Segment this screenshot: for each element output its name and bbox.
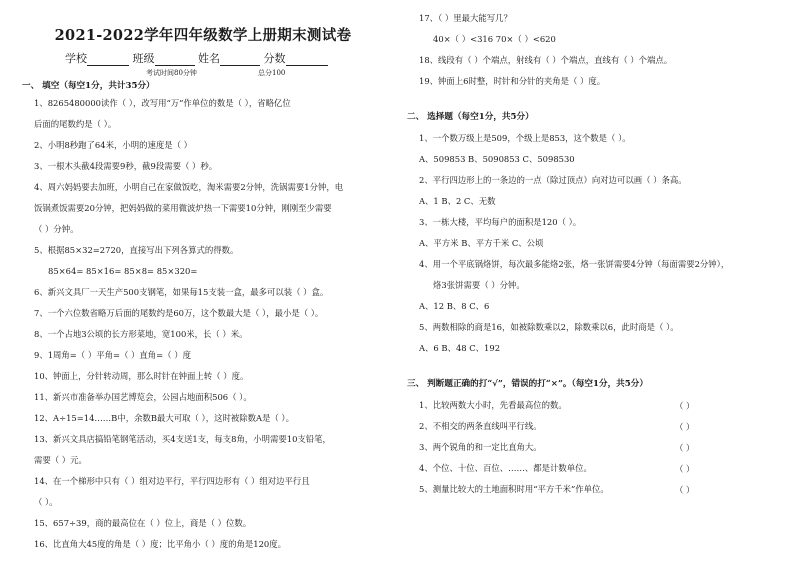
answer-paren[interactable]: （ ） xyxy=(675,401,695,411)
question-line: 5、两数相除的商是16，如被除数乘以2，除数乘以6，此时商是（ ）。 xyxy=(419,322,679,332)
school-blank[interactable] xyxy=(87,55,129,66)
question-line: 1、8265480000读作（ ），改写用“万”作单位的数是（ ），省略亿位 xyxy=(34,98,291,108)
question-line: 3、一栋大楼，平均每户的面积是120（ ）。 xyxy=(419,217,582,227)
question-line: A、1 B、2 C、无数 xyxy=(419,196,496,206)
score-label: 分数 xyxy=(263,52,286,65)
question-line: 饭锅煮饭需要20分钟，把妈妈做的菜用微波炉热一下需要10分钟，刚刚至少需要 xyxy=(34,203,332,213)
question-line: A、平方米 B、平方千米 C、公顷 xyxy=(419,238,544,248)
question-line: 6、新兴文具厂一天生产500支钢笔，如果每15支装一盒，最多可以装（ ）盒。 xyxy=(34,287,329,297)
answer-paren[interactable]: （ ） xyxy=(675,422,695,432)
section-heading: 一、 填空（每空1分，共计35分） xyxy=(22,81,155,91)
exam-time-note: 考试时间80分钟 xyxy=(146,69,197,77)
question-line: 17、（ ）里最大能写几？ xyxy=(419,13,512,23)
class-blank[interactable] xyxy=(155,55,195,66)
question-line: 12、A÷15=14……B中，余数B最大可取（ ），这时被除数A是（ ）。 xyxy=(34,413,294,423)
question-line: 85×64= 85×16= 85×8= 85×320= xyxy=(48,266,198,276)
question-line: 8、一个占地3公顷的长方形菜地，宽100米，长（ ）米。 xyxy=(34,329,248,339)
answer-paren[interactable]: （ ） xyxy=(675,443,695,453)
question-line: 19、钟面上6时整，时针和分针的夹角是（ ）度。 xyxy=(419,76,606,86)
answer-paren[interactable]: （ ） xyxy=(675,464,695,474)
question-line: 4、周六妈妈要去加班，小明自己在家做饭吃，淘米需要2分钟，洗锅需要1分钟，电 xyxy=(34,182,344,192)
question-line: 15、657÷39，商的最高位在（ ）位上，商是（ ）位数。 xyxy=(34,518,252,528)
question-line: 14、在一个梯形中只有（ ）组对边平行，平行四边形有（ ）组对边平行且 xyxy=(34,476,310,486)
total-score-note: 总分100 xyxy=(258,69,286,77)
question-line: 烙3张饼需要（ ）分钟。 xyxy=(433,280,525,290)
question-line: 13、新兴文具店搞铅笔钢笔活动，买4支送1支，每支8角，小明需要10支铅笔， xyxy=(34,434,331,444)
question-line: 2、平行四边形上的一条边的一点（除过顶点）向对边可以画（ ）条高。 xyxy=(419,175,687,185)
question-line: 40×（ ）<316 70×（ ）<620 xyxy=(433,34,556,44)
section-heading: 二、 选择题（每空1分，共5分） xyxy=(407,112,534,122)
question-line: 4、用一个平底锅烙饼，每次最多能烙2张，烙一张饼需要4分钟（每面需要2分钟）， xyxy=(419,259,730,269)
question-line: 10、钟面上，分针转动周，那么时针在钟面上转（ ）度。 xyxy=(34,371,249,381)
question-line: （ ）分钟。 xyxy=(34,224,79,234)
question-line: 1、比较两数大小时，先看最高位的数。 xyxy=(419,400,567,410)
question-line: 5、根据85×32=2720，直接写出下列各算式的得数。 xyxy=(34,245,239,255)
class-label: 班级 xyxy=(132,52,155,65)
exam-title: 2021-2022学年四年级数学上册期末测试卷 xyxy=(54,27,352,44)
question-line: 7、一个六位数省略万后面的尾数约是60万，这个数最大是（ ），最小是（ ）。 xyxy=(34,308,324,318)
name-label: 姓名 xyxy=(198,52,220,65)
question-line: A、12 B、8 C、6 xyxy=(419,301,490,311)
question-line: 2、小明8秒跑了64米，小明的速度是（ ） xyxy=(34,140,192,150)
answer-paren[interactable]: （ ） xyxy=(675,485,695,495)
question-line: 需要（ ）元。 xyxy=(34,455,87,465)
school-label: 学校 xyxy=(65,52,87,65)
question-line: 1、一个数万级上是509，个级上是853，这个数是（ ）。 xyxy=(419,133,631,143)
score-blank[interactable] xyxy=(286,55,328,66)
question-line: A、6 B、48 C、192 xyxy=(419,343,501,353)
question-line: 3、两个锐角的和一定比直角大。 xyxy=(419,442,542,452)
question-line: 18、线段有（ ）个端点，射线有（ ）个端点，直线有（ ）个端点。 xyxy=(419,55,673,65)
question-line: 后面的尾数约是（ ）。 xyxy=(34,119,117,129)
section-heading: 三、 判断题正确的打“√”，错误的打“×”。（每空1分，共5分） xyxy=(407,379,648,389)
question-line: 3、一根木头截4段需要9秒，截9段需要（ ）秒。 xyxy=(34,161,218,171)
question-line: 4、个位、十位、百位、……、都是计数单位。 xyxy=(419,463,592,473)
question-line: 2、不相交的两条直线叫平行线。 xyxy=(419,421,542,431)
name-blank[interactable] xyxy=(220,55,260,66)
question-line: （ ）。 xyxy=(34,497,58,507)
question-line: 16、比直角大45度的角是（ ）度；比平角小（ ）度的角是120度。 xyxy=(34,539,286,549)
question-line: 11、新兴市准备举办国艺博览会，公园占地面积506（ ）。 xyxy=(34,392,252,402)
question-line: A、509853 B、5090853 C、5098530 xyxy=(419,154,575,164)
question-line: 5、测量比较大的土地面积时用“平方千米”作单位。 xyxy=(419,484,609,494)
question-line: 9、1周角=（ ）平角=（ ）直角=（ ）度 xyxy=(34,350,191,360)
student-info-row xyxy=(65,50,365,66)
